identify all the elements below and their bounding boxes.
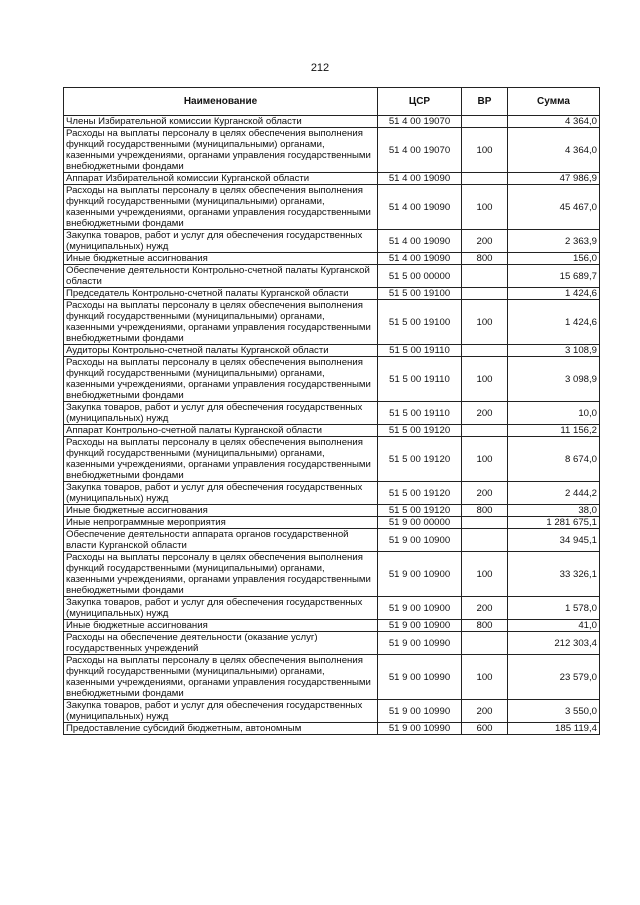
- cell-name: Иные бюджетные ассигнования: [64, 505, 378, 517]
- cell-sum: 212 303,4: [508, 632, 600, 655]
- table-row: [64, 482, 600, 505]
- table-row: [64, 402, 600, 425]
- cell-csr: 51 5 00 19120: [378, 505, 462, 517]
- cell-sum: 1 281 675,1: [508, 517, 600, 529]
- cell-sum: 11 156,2: [508, 425, 600, 437]
- header-row: [64, 88, 600, 116]
- cell-csr: 51 9 00 10900: [378, 620, 462, 632]
- cell-sum: 3 550,0: [508, 700, 600, 723]
- budget-table: [63, 87, 600, 735]
- cell-vr: 200: [462, 597, 508, 620]
- cell-csr: 51 5 00 00000: [378, 265, 462, 288]
- cell-name: Закупка товаров, работ и услуг для обеспечения государственных (муниципальных) нужд: [64, 482, 378, 505]
- cell-csr: 51 4 00 19070: [378, 116, 462, 128]
- table-row: [64, 655, 600, 700]
- table-row: [64, 173, 600, 185]
- cell-name: Расходы на выплаты персоналу в целях обеспечения выполнения функций государственными (муниципальными) органами, казенными учреждениями, органами управления государственными внебюджетными фондами: [64, 655, 378, 700]
- cell-vr: 100: [462, 437, 508, 482]
- table-row: [64, 632, 600, 655]
- table-row: [64, 425, 600, 437]
- cell-vr: 200: [462, 482, 508, 505]
- cell-name: Аппарат Избирательной комиссии Курганской области: [64, 173, 378, 185]
- cell-csr: 51 4 00 19090: [378, 185, 462, 230]
- cell-sum: 33 326,1: [508, 552, 600, 597]
- table-row: [64, 552, 600, 597]
- page-number: 212: [310, 62, 330, 74]
- cell-vr: [462, 632, 508, 655]
- cell-csr: 51 5 00 19110: [378, 402, 462, 425]
- cell-csr: 51 5 00 19120: [378, 425, 462, 437]
- table-row: [64, 253, 600, 265]
- cell-name: Закупка товаров, работ и услуг для обеспечения государственных (муниципальных) нужд: [64, 402, 378, 425]
- cell-sum: 41,0: [508, 620, 600, 632]
- cell-name: Члены Избирательной комиссии Курганской области: [64, 116, 378, 128]
- cell-sum: 1 578,0: [508, 597, 600, 620]
- cell-vr: 100: [462, 185, 508, 230]
- table-row: [64, 517, 600, 529]
- cell-name: Обеспечение деятельности Контрольно-счетной палаты Курганской области: [64, 265, 378, 288]
- table-row: [64, 723, 600, 735]
- cell-csr: 51 5 00 19100: [378, 300, 462, 345]
- cell-name: Расходы на обеспечение деятельности (оказание услуг) государственных учреждений: [64, 632, 378, 655]
- cell-sum: 185 119,4: [508, 723, 600, 735]
- table-body: [64, 116, 600, 735]
- cell-vr: 100: [462, 357, 508, 402]
- cell-vr: 800: [462, 505, 508, 517]
- cell-vr: 200: [462, 700, 508, 723]
- cell-sum: 34 945,1: [508, 529, 600, 552]
- cell-name: Расходы на выплаты персоналу в целях обеспечения выполнения функций государственными (муниципальными) органами, казенными учреждениями, органами управления государственными внебюджетными фондами: [64, 128, 378, 173]
- cell-vr: [462, 517, 508, 529]
- table-row: [64, 357, 600, 402]
- table-row: [64, 300, 600, 345]
- cell-name: Председатель Контрольно-счетной палаты Курганской области: [64, 288, 378, 300]
- table-row: [64, 437, 600, 482]
- cell-sum: 10,0: [508, 402, 600, 425]
- cell-name: Расходы на выплаты персоналу в целях обеспечения выполнения функций государственными (муниципальными) органами, казенными учреждениями, органами управления государственными внебюджетными фондами: [64, 552, 378, 597]
- cell-csr: 51 9 00 10990: [378, 700, 462, 723]
- cell-vr: 200: [462, 230, 508, 253]
- cell-csr: 51 4 00 19090: [378, 173, 462, 185]
- header-csr: ЦСР: [378, 88, 462, 116]
- cell-vr: 200: [462, 402, 508, 425]
- header-sum: Сумма: [508, 88, 600, 116]
- cell-sum: 4 364,0: [508, 128, 600, 173]
- cell-vr: 100: [462, 128, 508, 173]
- cell-name: Аудиторы Контрольно-счетной палаты Курганской области: [64, 345, 378, 357]
- cell-name: Аппарат Контрольно-счетной палаты Курганской области: [64, 425, 378, 437]
- table-row: [64, 128, 600, 173]
- table-row: [64, 597, 600, 620]
- cell-vr: [462, 173, 508, 185]
- table-row: [64, 288, 600, 300]
- cell-sum: 1 424,6: [508, 300, 600, 345]
- cell-sum: 15 689,7: [508, 265, 600, 288]
- cell-vr: 600: [462, 723, 508, 735]
- cell-sum: 8 674,0: [508, 437, 600, 482]
- cell-vr: [462, 529, 508, 552]
- cell-name: Расходы на выплаты персоналу в целях обеспечения выполнения функций государственными (муниципальными) органами, казенными учреждениями, органами управления государственными внебюджетными фондами: [64, 185, 378, 230]
- cell-sum: 4 364,0: [508, 116, 600, 128]
- header-name: Наименование: [64, 88, 378, 116]
- cell-sum: 1 424,6: [508, 288, 600, 300]
- cell-name: Закупка товаров, работ и услуг для обеспечения государственных (муниципальных) нужд: [64, 700, 378, 723]
- cell-sum: 23 579,0: [508, 655, 600, 700]
- cell-csr: 51 9 00 10900: [378, 552, 462, 597]
- cell-csr: 51 9 00 10990: [378, 723, 462, 735]
- cell-vr: 800: [462, 620, 508, 632]
- cell-csr: 51 9 00 10990: [378, 632, 462, 655]
- cell-vr: 100: [462, 300, 508, 345]
- cell-name: Закупка товаров, работ и услуг для обеспечения государственных (муниципальных) нужд: [64, 597, 378, 620]
- table-row: [64, 265, 600, 288]
- cell-name: Расходы на выплаты персоналу в целях обеспечения выполнения функций государственными (муниципальными) органами, казенными учреждениями, органами управления государственными внебюджетными фондами: [64, 437, 378, 482]
- table-row: [64, 620, 600, 632]
- cell-csr: 51 5 00 19100: [378, 288, 462, 300]
- cell-csr: 51 5 00 19120: [378, 482, 462, 505]
- cell-vr: [462, 425, 508, 437]
- cell-csr: 51 5 00 19110: [378, 345, 462, 357]
- cell-sum: 3 108,9: [508, 345, 600, 357]
- cell-name: Предоставление субсидий бюджетным, автономным: [64, 723, 378, 735]
- cell-vr: [462, 116, 508, 128]
- table-row: [64, 185, 600, 230]
- cell-name: Расходы на выплаты персоналу в целях обеспечения выполнения функций государственными (муниципальными) органами, казенными учреждениями, органами управления государственными внебюджетными фондами: [64, 300, 378, 345]
- cell-sum: 47 986,9: [508, 173, 600, 185]
- cell-csr: 51 9 00 10900: [378, 597, 462, 620]
- cell-csr: 51 4 00 19090: [378, 253, 462, 265]
- cell-vr: [462, 345, 508, 357]
- cell-csr: 51 4 00 19070: [378, 128, 462, 173]
- table-row: [64, 345, 600, 357]
- cell-sum: 156,0: [508, 253, 600, 265]
- cell-name: Закупка товаров, работ и услуг для обеспечения государственных (муниципальных) нужд: [64, 230, 378, 253]
- table-row: [64, 230, 600, 253]
- cell-name: Обеспечение деятельности аппарата органов государственной власти Курганской области: [64, 529, 378, 552]
- table-row: [64, 529, 600, 552]
- cell-sum: 45 467,0: [508, 185, 600, 230]
- cell-sum: 2 444,2: [508, 482, 600, 505]
- cell-vr: [462, 288, 508, 300]
- table-row: [64, 700, 600, 723]
- cell-csr: 51 9 00 00000: [378, 517, 462, 529]
- table-row: [64, 505, 600, 517]
- cell-name: Иные бюджетные ассигнования: [64, 620, 378, 632]
- cell-csr: 51 9 00 10900: [378, 529, 462, 552]
- cell-sum: 2 363,9: [508, 230, 600, 253]
- cell-name: Иные непрограммные мероприятия: [64, 517, 378, 529]
- cell-name: Расходы на выплаты персоналу в целях обеспечения выполнения функций государственными (муниципальными) органами, казенными учреждениями, органами управления государственными внебюджетными фондами: [64, 357, 378, 402]
- cell-csr: 51 9 00 10990: [378, 655, 462, 700]
- cell-sum: 38,0: [508, 505, 600, 517]
- cell-vr: [462, 265, 508, 288]
- table-row: [64, 116, 600, 128]
- cell-vr: 100: [462, 655, 508, 700]
- cell-sum: 3 098,9: [508, 357, 600, 402]
- cell-csr: 51 4 00 19090: [378, 230, 462, 253]
- cell-vr: 100: [462, 552, 508, 597]
- header-vr: ВР: [462, 88, 508, 116]
- cell-csr: 51 5 00 19110: [378, 357, 462, 402]
- cell-vr: 800: [462, 253, 508, 265]
- cell-name: Иные бюджетные ассигнования: [64, 253, 378, 265]
- cell-csr: 51 5 00 19120: [378, 437, 462, 482]
